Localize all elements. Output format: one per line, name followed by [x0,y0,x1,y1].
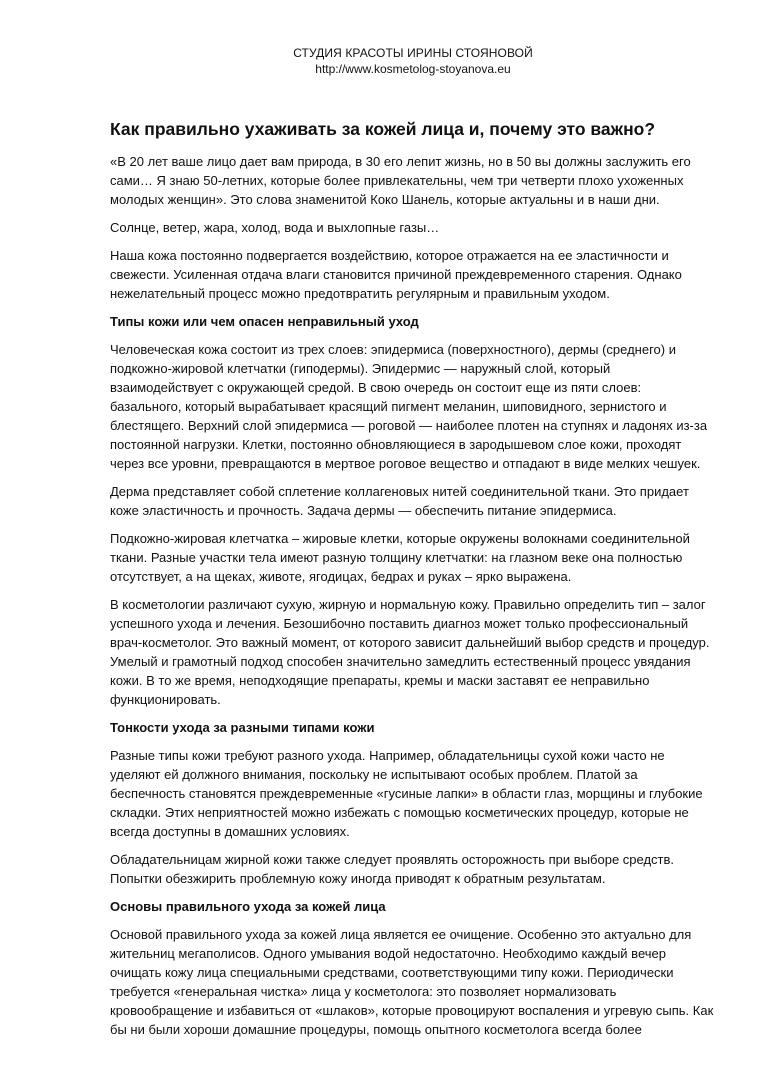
paragraph-line: всегда доступны в домашних условиях. [110,824,350,839]
paragraph-line: ткани. Разные участки тела имеют разную толщину клетчатки: на глазном веке она полностью [110,550,683,565]
section-heading: Тонкости ухода за разными типами кожи [110,720,375,735]
paragraph-line: блестящего. Верхний слой эпидермиса — роговой — наиболее плотен на ступнях и ладонях из-за [110,418,708,433]
paragraph-line: кожи. В то же время, неподходящие препараты, кремы и маски заставят ее неправильно [110,673,650,688]
article-title: Как правильно ухаживать за кожей лица и, почему это важно? [110,119,656,139]
paragraph-line: сами… Я знаю 50-летних, которые более привлекательны, чем три четверти плохо ухоженных [110,173,684,188]
paragraph-line: молодых женщин». Это слова знаменитой Коко Шанель, которые актуальны и в наши дни. [110,192,660,207]
paragraph-line: очищать кожу лица специальными средствами, соответствующими типу кожи. Периодически [110,965,674,980]
paragraph-line: Дерма представляет собой сплетение коллагеновых нитей соединительной ткани. Это придает [110,484,689,499]
section-heading: Основы правильного ухода за кожей лица [110,899,386,914]
paragraph-line: подкожно-жировой клетчатки (гиподермы). Эпидермис — наружный слой, который [110,361,611,376]
paragraph [110,746,710,841]
paragraph [110,850,710,888]
paragraph-line: требуется «генеральная чистка» лица у косметолога: это позволяет нормализовать [110,984,617,999]
paragraph-line: кровообращение и избавиться от «шлаков», которые провоцируют воспаления и угревую сыпь. Как [110,1003,714,1018]
paragraph-line: успешного ухода и лечения. Безошибочно поставить диагноз может только профессиональный [110,616,689,631]
paragraph-line: врач-косметолог. Это важный момент, от которого зависит дальнейший выбор средств и процедур. [110,635,710,650]
paragraph [110,246,710,303]
paragraph-line: коже эластичность и прочность. Задача дермы — обеспечить питание эпидермиса. [110,503,617,518]
paragraph-line: жительниц мегаполисов. Одного умывания водой недостаточно. Необходимо каждый вечер [110,946,666,961]
paragraph-line: Солнце, ветер, жара, холод, вода и выхлопные газы… [110,220,440,235]
paragraph [110,595,710,709]
paragraph-line: Попытки обезжирить проблемную кожу иногда приводят к обратным результатам. [110,871,606,886]
paragraph-line: Умелый и грамотный подход способен значительно замедлить естественный процесс увядания [110,654,691,669]
paragraph-line: «В 20 лет ваше лицо дает вам природа, в 30 его лепит жизнь, но в 50 вы должны заслужить его [110,154,691,169]
paragraph-line: отсутствует, а на щеках, животе, ягодицах, бедрах и руках – ярко выражена. [110,569,572,584]
paragraph [110,340,710,473]
paragraph [110,925,714,1039]
section-heading: Типы кожи или чем опасен неправильный уход [110,314,419,329]
studio-name: СТУДИЯ КРАСОТЫ ИРИНЫ СТОЯНОВОЙ [293,46,533,60]
paragraph-line: Разные типы кожи требуют разного ухода. Например, обладательницы сухой кожи часто не [110,748,665,763]
paragraph-line: Основой правильного ухода за кожей лица является ее очищение. Особенно это актуально для [110,927,692,942]
paragraph-line: нежелательный процесс можно предотвратить регулярным и правильным уходом. [110,286,610,301]
paragraph-line: Обладательницам жирной кожи также следует проявлять осторожность при выборе средств. [110,852,675,867]
paragraph [110,482,710,520]
paragraph [110,529,710,586]
paragraph-line: беспечность становятся преждевременные «гусиные лапки» в области глаз, морщины и глубокие [110,786,703,801]
paragraph-line: свежести. Усиленная отдача влаги становится причиной преждевременного старения. Однако [110,267,682,282]
website-url: http://www.kosmetolog-stoyanova.eu [315,62,511,76]
paragraph-line: складки. Этих неприятностей можно избежать с помощью косметических процедур, которые не [110,805,689,820]
paragraph [110,152,710,209]
paragraph-line: через все уровни, превращаются в мертвое роговое вещество и отпадают в виде мелких чешуек. [110,456,701,471]
paragraph-line: базального, который вырабатывает красящий пигмент меланин, шиповидного, зернистого и [110,399,667,414]
paragraph-line: Наша кожа постоянно подвергается воздействию, которое отражается на ее эластичности и [110,248,669,263]
paragraph-line: В косметологии различают сухую, жирную и нормальную кожу. Правильно определить тип – залог [110,597,706,612]
paragraph-line: Человеческая кожа состоит из трех слоев: эпидермиса (поверхностного), дермы (среднего) и [110,342,676,357]
article-blocks [110,152,714,1039]
paragraph-line: уделяют ей должного внимания, поскольку не испытывают особых проблем. Платой за [110,767,638,782]
article-body [110,118,714,1048]
paragraph-line: бы ни были хороши домашние процедуры, помощь опытного косметолога всегда более [110,1022,642,1037]
paragraph-line: Подкожно-жировая клетчатка – жировые клетки, которые окружены волокнами соединительной [110,531,690,546]
page-header [0,45,768,77]
paragraph [110,218,710,237]
paragraph-line: постоянной нагрузки. Клетки, постоянно обновляющиеся в зародышевом слое кожи, проходят [110,437,682,452]
paragraph-line: взаимодействует с окружающей средой. В свою очередь он состоит еще из пяти слоев: [110,380,642,395]
paragraph-line: функционировать. [110,692,221,707]
